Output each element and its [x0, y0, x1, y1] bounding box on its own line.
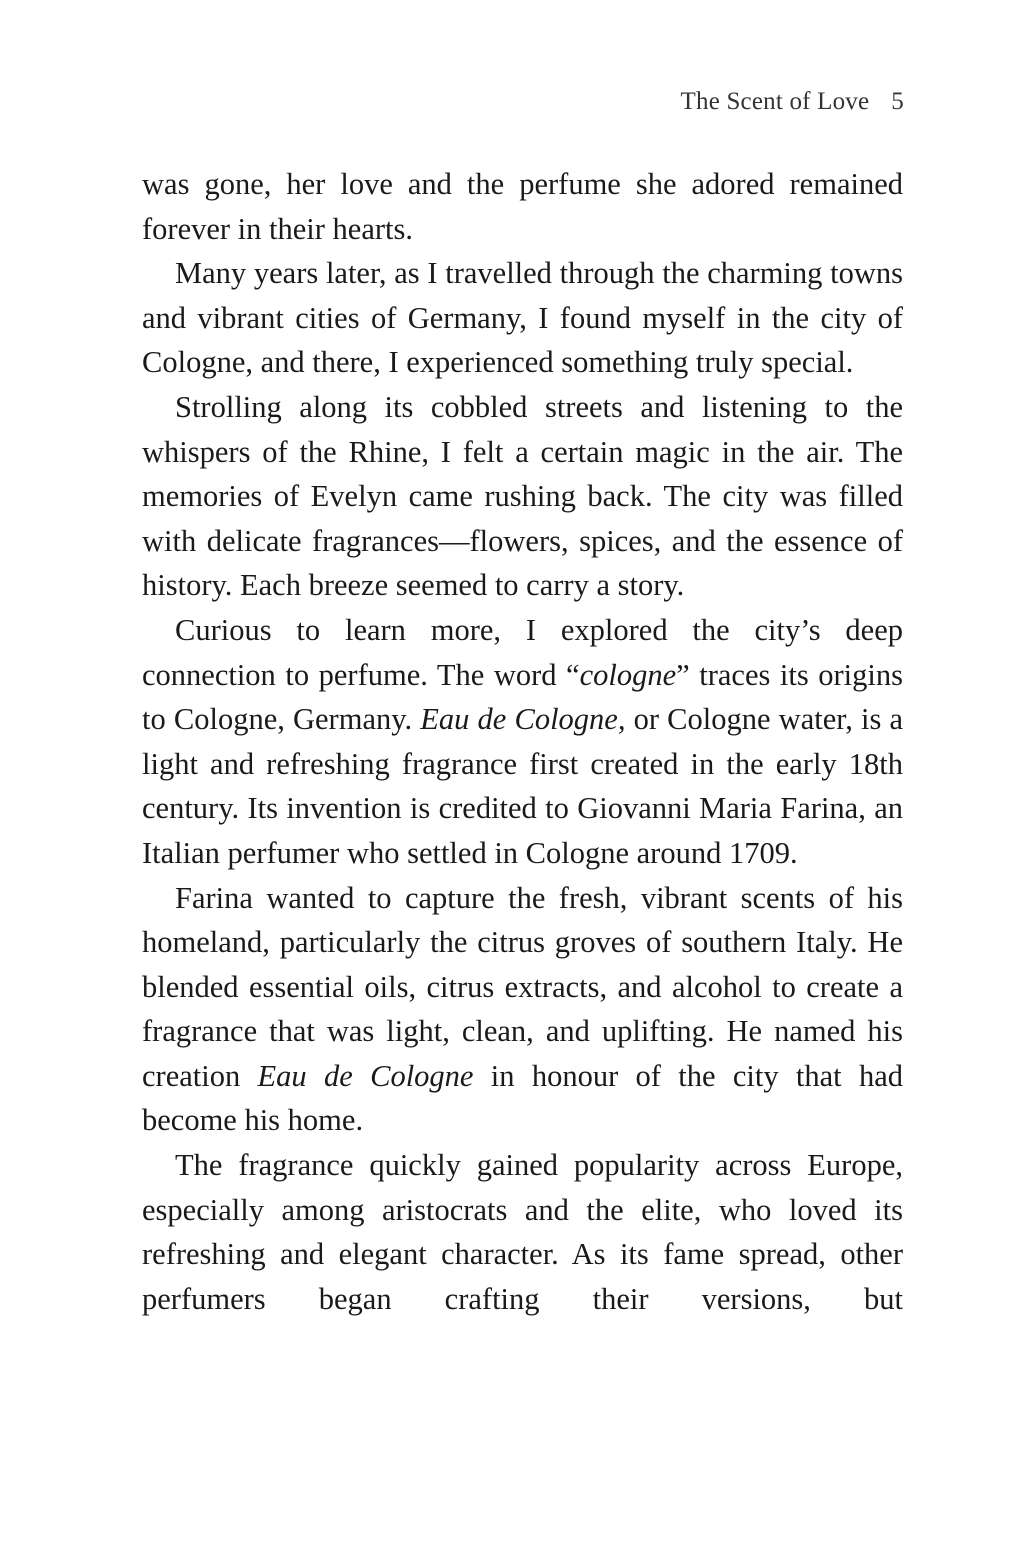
- body-text: [142, 162, 903, 1321]
- paragraph-5-text-a: Farina wanted to capture the fresh, vibrant scents of his homeland, particularly the citrus groves of southern Italy. He blended essential oils, citrus extracts, and alcohol to create a fragrance that was light, clean, and uplifting. He named his creation: [142, 880, 903, 1093]
- italic-term-eau-de-cologne: Eau de Cologne,: [420, 702, 626, 737]
- paragraph-4: [142, 608, 903, 876]
- paragraph-4-text-a: Curious to learn more, I explored the city’s deep connection to perfume. The word “: [142, 612, 903, 692]
- italic-term-cologne: cologne: [579, 657, 677, 692]
- paragraph-3-text: Strolling along its cobbled streets and listening to the whispers of the Rhine, I felt a certain magic in the air. The memories of Evelyn came rushing back. The city was filled with delicate fragrances—flowers, spices, and the essence of history. Each breeze seemed to carry a story.: [142, 389, 903, 603]
- paragraph-1-text: was gone, her love and the perfume she adored remained forever in their hearts.: [142, 167, 903, 246]
- paragraph-2-text: Many years later, as I travelled through the charming towns and vibrant cities of Germany, I found myself in the city of Cologne, and there, I experienced something truly special.: [142, 256, 903, 380]
- paragraph-2: [142, 251, 903, 385]
- paragraph-3: [142, 385, 903, 608]
- paragraph-6-text: The fragrance quickly gained popularity across Europe, especially among aristocrats and the elite, who loved its refreshing and elegant character. As its fame spread, other perfumers began crafting their versions, but: [142, 1148, 903, 1316]
- paragraph-1: [142, 162, 903, 251]
- running-title: The Scent of Love: [680, 88, 870, 115]
- running-header: [681, 88, 904, 116]
- page-number: 5: [891, 88, 904, 115]
- italic-term-eau-de-cologne-2: Eau de Cologne: [257, 1058, 474, 1093]
- paragraph-6: [142, 1143, 903, 1321]
- paragraph-4-text-c: or Cologne water, is a light and refreshing fragrance first created in the early 18th century. Its invention is credited to Giovanni Maria Farina, an Italian perfumer who settled in Cologne around 1709.: [142, 702, 903, 870]
- paragraph-4-text-b: ” traces its origins to Cologne, Germany.: [142, 657, 903, 737]
- paragraph-5: [142, 876, 903, 1144]
- paragraph-5-text-b: in honour of the city that had become his home.: [142, 1058, 904, 1138]
